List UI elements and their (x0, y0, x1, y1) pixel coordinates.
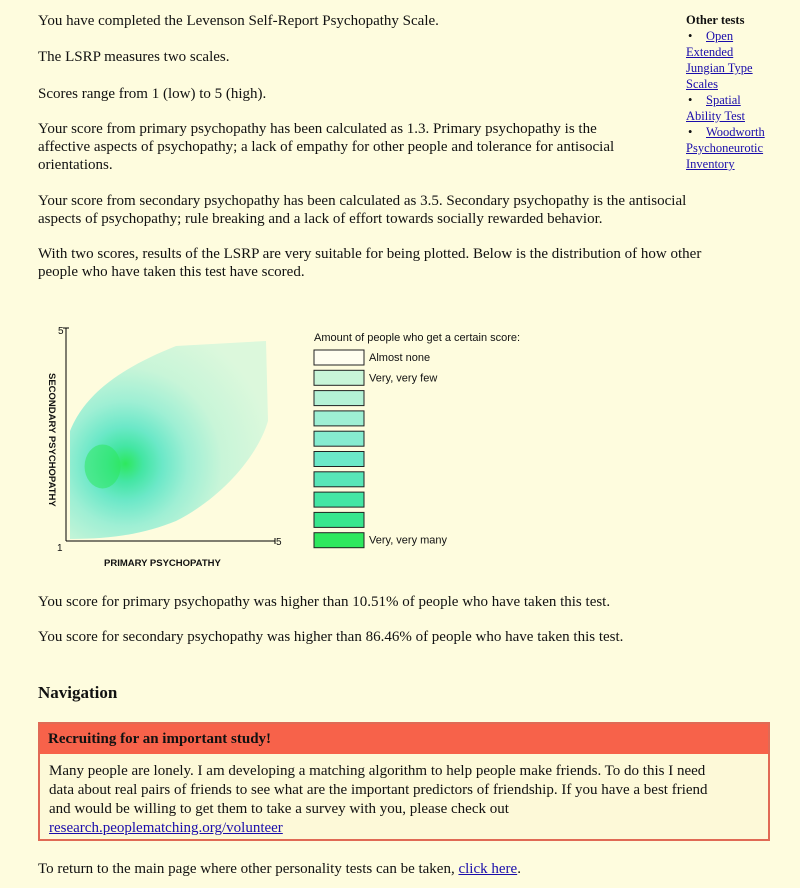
legend-swatch (314, 533, 364, 548)
plot-intro-line1: With two scores, results of the LSRP are very suitable for being plotted. Below is the distribution of how other (38, 246, 702, 262)
legend-swatch (314, 411, 364, 426)
y-tick-label-min: 1 (57, 543, 63, 554)
return-text (38, 860, 521, 879)
score-range-text: Scores range from 1 (low) to 5 (high). (38, 86, 267, 102)
recruiting-box (38, 722, 770, 841)
legend-swatch (314, 452, 364, 467)
x-axis-label: PRIMARY PSYCHOPATHY (104, 558, 221, 569)
secondary-score-line2: aspects of psychopathy; rule breaking and a lack of effort towards socially rewarded behavior. (38, 211, 603, 227)
y-tick-label-max: 5 (58, 326, 64, 337)
return-text-end: . (517, 861, 521, 877)
density-region (70, 341, 268, 539)
bullet-icon: • (688, 125, 693, 139)
density-peak (85, 444, 121, 488)
other-tests-heading: Other tests (686, 13, 745, 27)
link-jungian-type-scales-3[interactable]: Jungian Type (686, 61, 753, 75)
primary-score-line2: affective aspects of psychopathy; a lack of empathy for other people and tolerance for antisocial (38, 139, 615, 155)
secondary-score-line1: Your score from secondary psychopathy has been calculated as 3.5. Secondary psychopathy is the antisocial (38, 193, 687, 209)
legend-swatch (314, 512, 364, 527)
distribution-chart (40, 318, 560, 578)
completion-text: You have completed the Levenson Self-Report Psychopathy Scale. (38, 13, 439, 29)
legend-swatch (314, 370, 364, 385)
recruiting-box-body (40, 754, 768, 838)
plot-intro-line2: people who have taken this test have scored. (38, 264, 305, 280)
primary-score-line3: orientations. (38, 157, 113, 173)
link-jungian-type-scales-1[interactable]: Open (706, 29, 734, 43)
legend-swatch (314, 391, 364, 406)
recruiting-line1: Many people are lonely. I am developing a matching algorithm to help people make friends. To do this I need (49, 763, 706, 779)
primary-score-line1: Your score from primary psychopathy has been calculated as 1.3. Primary psychopathy is the (38, 121, 597, 137)
primary-percentile-text: You score for primary psychopathy was higher than 10.51% of people who have taken this test. (38, 594, 611, 610)
scales-text: The LSRP measures two scales. (38, 49, 230, 65)
bullet-icon: • (688, 29, 693, 43)
link-woodworth-2[interactable]: Psychoneurotic (686, 141, 764, 155)
legend-swatch (314, 492, 364, 507)
heatmap-area (70, 341, 268, 539)
legend-label: Very, very few (369, 372, 438, 385)
recruiting-line2: data about real pairs of friends to see what are the important predictors of friendship. If you have a best friend (49, 782, 708, 798)
y-axis-label: SECONDARY PSYCHOPATHY (46, 373, 57, 507)
volunteer-link[interactable]: research.peoplematching.org/volunteer (49, 820, 283, 836)
legend-swatch (314, 431, 364, 446)
recruiting-box-title: Recruiting for an important study! (40, 724, 768, 754)
link-spatial-ability-1[interactable]: Spatial (706, 93, 741, 107)
return-text-lead: To return to the main page where other personality tests can be taken, (38, 861, 459, 877)
legend-swatch (314, 472, 364, 487)
legend-label: Almost none (369, 352, 431, 364)
legend-label: Very, very many (369, 534, 448, 547)
link-jungian-type-scales-4[interactable]: Scales (686, 77, 718, 91)
other-tests-sidebar (686, 12, 786, 172)
legend-swatch (314, 350, 364, 365)
link-spatial-ability-2[interactable]: Ability Test (686, 109, 745, 123)
navigation-heading: Navigation (38, 683, 118, 702)
x-tick-label-max: 5 (276, 537, 282, 548)
link-woodworth-1[interactable]: Woodworth (706, 125, 765, 139)
link-jungian-type-scales-2[interactable]: Extended (686, 45, 734, 59)
click-here-link[interactable]: click here (458, 861, 518, 877)
chart-legend (314, 332, 520, 548)
legend-title: Amount of people who get a certain score: (314, 332, 521, 344)
recruiting-line3: and would be willing to get them to take a survey with you, please check out (49, 801, 509, 817)
link-woodworth-3[interactable]: Inventory (686, 157, 735, 171)
bullet-icon: • (688, 93, 693, 107)
secondary-percentile-text: You score for secondary psychopathy was higher than 86.46% of people who have taken this test. (38, 629, 624, 645)
